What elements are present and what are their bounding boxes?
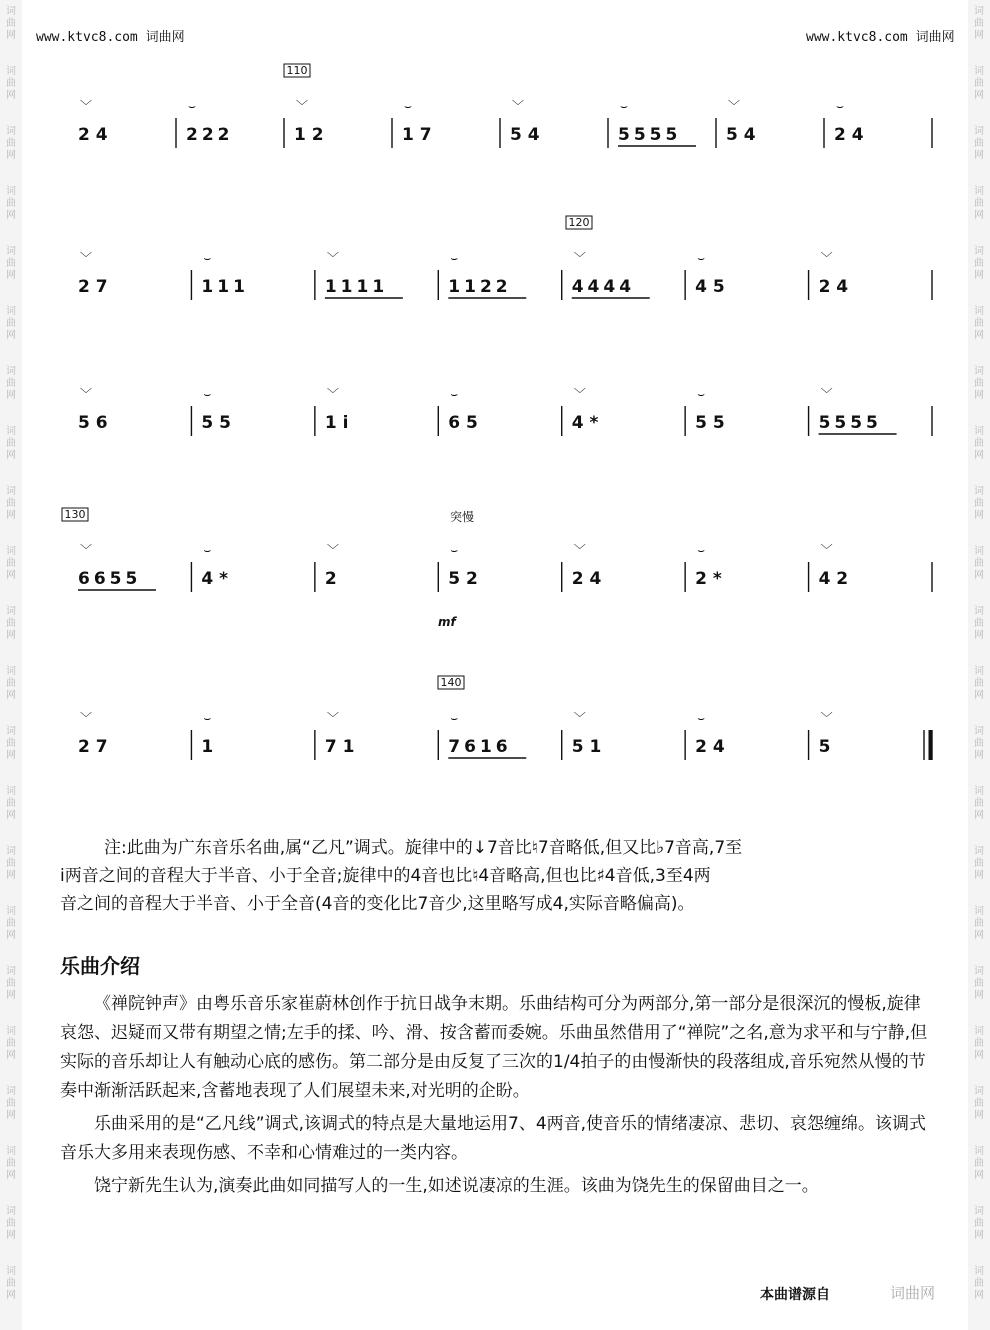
note-group: 1	[201, 737, 214, 757]
bowing-mark: ⌣	[203, 387, 212, 401]
intro-paragraph: 《禅院钟声》由粤乐音乐家崔蔚林创作于抗日战争末期。乐曲结构可分为两部分,第一部分是很深沉的慢板,旋律哀怨、迟疑而又带有期望之情;左手的揉、吟、滑、按含蓄而委婉。乐曲虽然借用了“禅院”之名,意为求平和与宁静,但实际的音乐却让人有触动心底的感伤。第二部分是由反复了三次的1/4拍子的由慢渐快的段落组成,音乐宛然从慢的节奏中渐渐活跃起来,含蓄地表现了人们展望未来,对光明的企盼。	[60, 994, 928, 1101]
bowing-mark: ⌣	[203, 711, 212, 725]
side-watermark-text: 词 曲 网	[974, 6, 984, 41]
note-group: 222	[186, 125, 234, 145]
note-group: 4 *	[201, 569, 229, 589]
annotation-note	[60, 834, 932, 918]
intro-paragraph: 乐曲采用的是“乙凡线”调式,该调式的特点是大量地运用7、4两音,使音乐的情绪凄凉、悲切、哀怨缠绵。该调式音乐大多用来表现伤感、不幸和心情难过的一类内容。	[60, 1114, 927, 1163]
note-group: 4 2	[818, 569, 849, 589]
side-watermark-text: 词 曲 网	[6, 186, 16, 221]
measure-number: 130	[64, 508, 86, 521]
bowing-mark: ﹀	[326, 387, 339, 401]
side-watermark-text: 词 曲 网	[974, 426, 984, 461]
side-watermark-text: 词 曲 网	[974, 666, 984, 701]
bowing-mark: ﹀	[728, 99, 741, 113]
side-watermark-text: 词 曲 网	[6, 1026, 16, 1061]
side-watermark-text: 词 曲 网	[6, 366, 16, 401]
note-group: 5 6	[78, 413, 108, 433]
source-label: 本曲谱源自	[760, 1287, 830, 1303]
side-watermark-text: 词 曲 网	[974, 1206, 984, 1241]
side-watermark-text: 词 曲 网	[6, 1146, 16, 1181]
side-watermark-text: 词 曲 网	[6, 786, 16, 821]
bowing-mark: ﹀	[573, 251, 586, 265]
bowing-mark: ⌣	[697, 711, 706, 725]
note-group: 7 1	[324, 737, 355, 757]
note-group: 2 4	[78, 125, 108, 145]
bowing-mark: ﹀	[80, 543, 93, 557]
side-watermark-text: 词 曲 网	[974, 786, 984, 821]
side-watermark-text: 词 曲 网	[6, 606, 16, 641]
measure-number: 120	[568, 216, 590, 229]
side-watermark-text: 词 曲 网	[974, 726, 984, 761]
side-watermark-text: 词 曲 网	[6, 306, 16, 341]
side-watermark-text: 词 曲 网	[974, 906, 984, 941]
side-watermark-text: 词 曲 网	[6, 1266, 16, 1301]
bowing-mark: ﹀	[573, 387, 586, 401]
bowing-mark: ﹀	[296, 99, 309, 113]
note-group: 4444	[571, 277, 636, 297]
side-watermark-text: 词 曲 网	[974, 306, 984, 341]
note-line: 注:此曲为广东音乐名曲,属“乙凡”调式。旋律中的↓7音比♮7音略低,但又比♭7音高,7至	[104, 838, 743, 858]
note-group: 1 2	[294, 125, 324, 145]
note-group: 6655	[78, 569, 142, 589]
note-group: 2 *	[695, 569, 722, 589]
note-group: 2	[324, 569, 337, 589]
side-watermark-text: 词 曲 网	[6, 1206, 16, 1241]
note-group: 2 7	[78, 737, 108, 757]
bowing-mark: ⌣	[620, 99, 628, 113]
note-line: 音之间的音程大于半音、小于全音(4音的变化比7音少,这里略写成4,实际音略偏高)。	[60, 894, 695, 914]
side-watermark-text: 词 曲 网	[6, 6, 16, 41]
bowing-mark: ⌣	[450, 711, 459, 725]
bowing-mark: ⌣	[404, 99, 412, 113]
side-watermark-text: 词 曲 网	[974, 606, 984, 641]
note-group: 5 2	[448, 569, 478, 589]
bowing-mark: ﹀	[573, 543, 586, 557]
side-watermark-text: 词 曲 网	[6, 966, 16, 1001]
bowing-mark: ﹀	[326, 543, 339, 557]
side-watermark-text: 词 曲 网	[6, 546, 16, 581]
side-watermark-text: 词 曲 网	[6, 426, 16, 461]
side-watermark-text: 词 曲 网	[6, 1086, 16, 1121]
bowing-mark: ⌣	[188, 99, 196, 113]
side-watermark-text: 词 曲 网	[974, 1146, 984, 1181]
intro-paragraph: 饶宁新先生认为,演奏此曲如同描写人的一生,如述说凄凉的生涯。该曲为饶先生的保留曲目之一。	[94, 1176, 819, 1196]
side-watermark-text: 词 曲 网	[6, 846, 16, 881]
side-watermark-text: 词 曲 网	[974, 366, 984, 401]
note-group: 111	[201, 277, 249, 297]
bowing-mark: ﹀	[80, 711, 93, 725]
bowing-mark: ﹀	[820, 387, 833, 401]
note-group: 4 *	[571, 413, 599, 433]
bowing-mark: ⌣	[203, 543, 212, 557]
dynamic-marking: mf	[438, 615, 456, 629]
side-watermark-text: 词 曲 网	[6, 906, 16, 941]
intro-text	[60, 990, 932, 1205]
side-watermark-text: 词 曲 网	[6, 126, 16, 161]
side-watermark-text: 词 曲 网	[974, 1086, 984, 1121]
header-right: www.ktvc8.com 词曲网	[806, 30, 955, 45]
side-watermark-text: 词 曲 网	[974, 546, 984, 581]
measure-number: 110	[286, 64, 308, 77]
note-group: 5 4	[510, 125, 540, 145]
note-group: 5555	[618, 125, 682, 145]
bowing-mark: ﹀	[80, 99, 93, 113]
note-group: 6 5	[448, 413, 478, 433]
bowing-mark: ﹀	[80, 387, 93, 401]
bowing-mark: ⌣	[836, 99, 844, 113]
bowing-mark: ﹀	[326, 251, 339, 265]
side-watermark-text: 词 曲 网	[974, 846, 984, 881]
bowing-mark: ﹀	[573, 711, 586, 725]
side-watermark-text: 词 曲 网	[6, 726, 16, 761]
side-watermark-text: 词 曲 网	[974, 246, 984, 281]
note-group: 5 5	[201, 413, 232, 433]
bowing-mark: ﹀	[80, 251, 93, 265]
note-group: 1 7	[402, 125, 432, 145]
side-watermark-text: 词 曲 网	[6, 486, 16, 521]
bowing-mark: ⌣	[450, 543, 459, 557]
bowing-mark: ﹀	[820, 711, 833, 725]
bowing-mark: ﹀	[820, 251, 833, 265]
side-watermark-text: 词 曲 网	[6, 666, 16, 701]
bowing-mark: ﹀	[820, 543, 833, 557]
bowing-mark: ﹀	[512, 99, 525, 113]
bowing-mark: ⌣	[203, 251, 212, 265]
side-watermark-text: 词 曲 网	[974, 1026, 984, 1061]
side-watermark-text: 词 曲 网	[974, 66, 984, 101]
note-group: 7616	[448, 737, 512, 757]
bowing-mark: ⌣	[697, 387, 706, 401]
side-watermark-text: 词 曲 网	[974, 1266, 984, 1301]
note-group: 2 7	[78, 277, 108, 297]
side-watermark-text: 词 曲 网	[974, 126, 984, 161]
bowing-mark: ﹀	[326, 711, 339, 725]
side-watermark-text: 词 曲 网	[974, 966, 984, 1001]
note-group: 2 4	[834, 125, 864, 145]
note-group: 1 i	[324, 413, 349, 433]
header-left: www.ktvc8.com 词曲网	[36, 30, 185, 45]
note-group: 5555	[818, 413, 882, 433]
note-group: 2 4	[571, 569, 602, 589]
side-watermark-text: 词 曲 网	[6, 66, 16, 101]
side-watermark-text: 词 曲 网	[974, 486, 984, 521]
note-group: 5 5	[695, 413, 725, 433]
footer-watermark: 词曲网	[890, 1284, 936, 1302]
side-watermark-text: 词 曲 网	[6, 246, 16, 281]
side-watermark-text: 词 曲 网	[974, 186, 984, 221]
note-group: 2 4	[695, 737, 725, 757]
bowing-mark: ⌣	[450, 387, 459, 401]
bowing-mark: ⌣	[697, 543, 706, 557]
measure-number: 140	[440, 676, 462, 689]
note-group: 1111	[324, 277, 389, 297]
note-group: 1122	[448, 277, 512, 297]
note-line: i两音之间的音程大于半音、小于全音;旋律中的4音也比♮4音略高,但也比♯4音低,3至4两	[60, 866, 711, 886]
section-title: 乐曲介绍	[60, 954, 140, 978]
note-group: 5	[818, 737, 831, 757]
note-group: 2 4	[818, 277, 849, 297]
note-group: 4 5	[695, 277, 725, 297]
bowing-mark: ⌣	[697, 251, 706, 265]
note-group: 5 1	[571, 737, 602, 757]
tempo-marking: 突慢	[450, 510, 475, 524]
bowing-mark: ⌣	[450, 251, 459, 265]
note-group: 5 4	[726, 125, 756, 145]
